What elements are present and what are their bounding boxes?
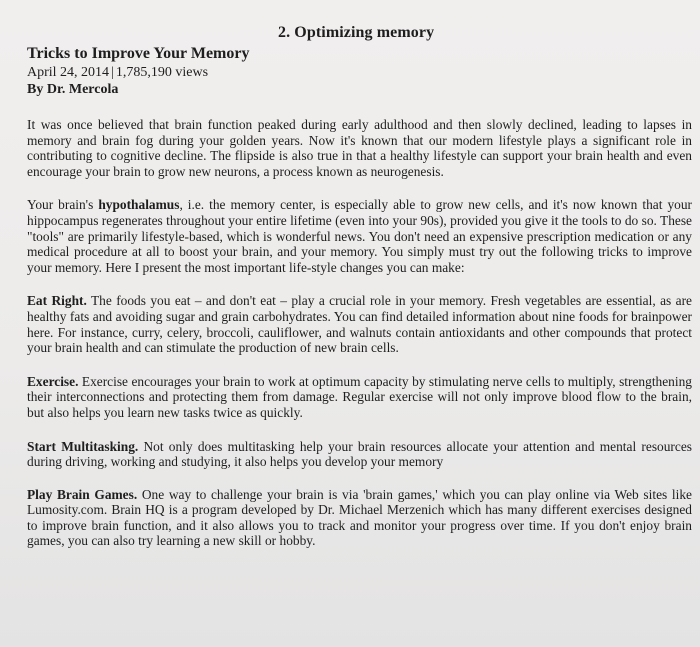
article-meta xyxy=(27,64,208,81)
tip-heading-exercise: Exercise. xyxy=(27,373,79,389)
article-body xyxy=(27,117,692,566)
tip-heading-multitasking: Start Multitasking. xyxy=(27,438,139,454)
paragraph-hypothalamus xyxy=(27,197,692,275)
article-views: 1,785,190 views xyxy=(115,65,209,80)
meta-separator: | xyxy=(111,65,114,80)
paragraph-eat-right xyxy=(27,293,692,355)
paragraph-brain-games xyxy=(27,487,692,549)
paragraph-exercise xyxy=(27,374,692,421)
tip-heading-brain-games: Play Brain Games. xyxy=(27,486,138,502)
paragraph-text: Your brain's xyxy=(27,197,99,213)
paragraph-multitasking xyxy=(27,439,692,470)
term-hypothalamus: hypothalamus xyxy=(98,197,180,213)
tip-text: Not only does multitasking help your brain resources allocate your attention and mental resources during driving, working and studying, it also helps you develop your memory xyxy=(27,438,692,470)
article-author: By Dr. Mercola xyxy=(27,82,119,97)
tip-text: The foods you eat – and don't eat – play a crucial role in your memory. Fresh vegetables are essential, as are healthy fats and avoiding sugar and grain carbohydrates. You can find detailed information about nine foods for brainpower here. For instance, curry, celery, broccoli, cauliflower, and walnuts contain antioxidants and other compounds that protect your brain health and can stimulate the production of new brain cells. xyxy=(27,293,692,356)
tip-text: Exercise encourages your brain to work at optimum capacity by stimulating nerve cells to multiply, strengthening their interconnections and protecting them from damage. Regular exercise will not only improve blood flow to the brain, but also helps you learn new tasks twice as quickly. xyxy=(27,373,692,420)
article-title: Tricks to Improve Your Memory xyxy=(27,45,250,62)
tip-text: One way to challenge your brain is via 'brain games,' which you can play online via Web sites like Lumosity.com. Brain HQ is a program developed by Dr. Michael Merzenich which has many different exercises designed to improve brain function, and it also allows you to track and monitor your progress over time. If you don't enjoy brain games, you can also try learning a new skill or hobby. xyxy=(27,486,692,549)
article-date: April 24, 2014 xyxy=(27,65,110,80)
paragraph-intro: It was once believed that brain function peaked during early adulthood and then slowly declined, leading to lapses in memory and brain fog during your golden years. Now it's known that our modern lifestyle plays a significant role in contributing to cognitive decline. The flipside is also true in that a healthy lifestyle can support your brain health and even encourage your brain to grow new neurons, a process known as neurogenesis. xyxy=(27,117,692,179)
paragraph-text: , i.e. the memory center, is especially able to grow new cells, and it's now known that your hippocampus regenerates throughout your entire lifetime (even into your 90s), provided you give it the tools to do so. These "tools" are primarily lifestyle-based, which is wonderful news. You don't need an expensive prescription medication or any medical procedure at all to boost your brain, and your memory. You simply must try out the following tricks to improve your memory. Here I present the most important life-style changes you can make: xyxy=(27,197,692,275)
tip-heading-eat-right: Eat Right. xyxy=(27,293,87,309)
section-title: 2. Optimizing memory xyxy=(278,24,435,41)
